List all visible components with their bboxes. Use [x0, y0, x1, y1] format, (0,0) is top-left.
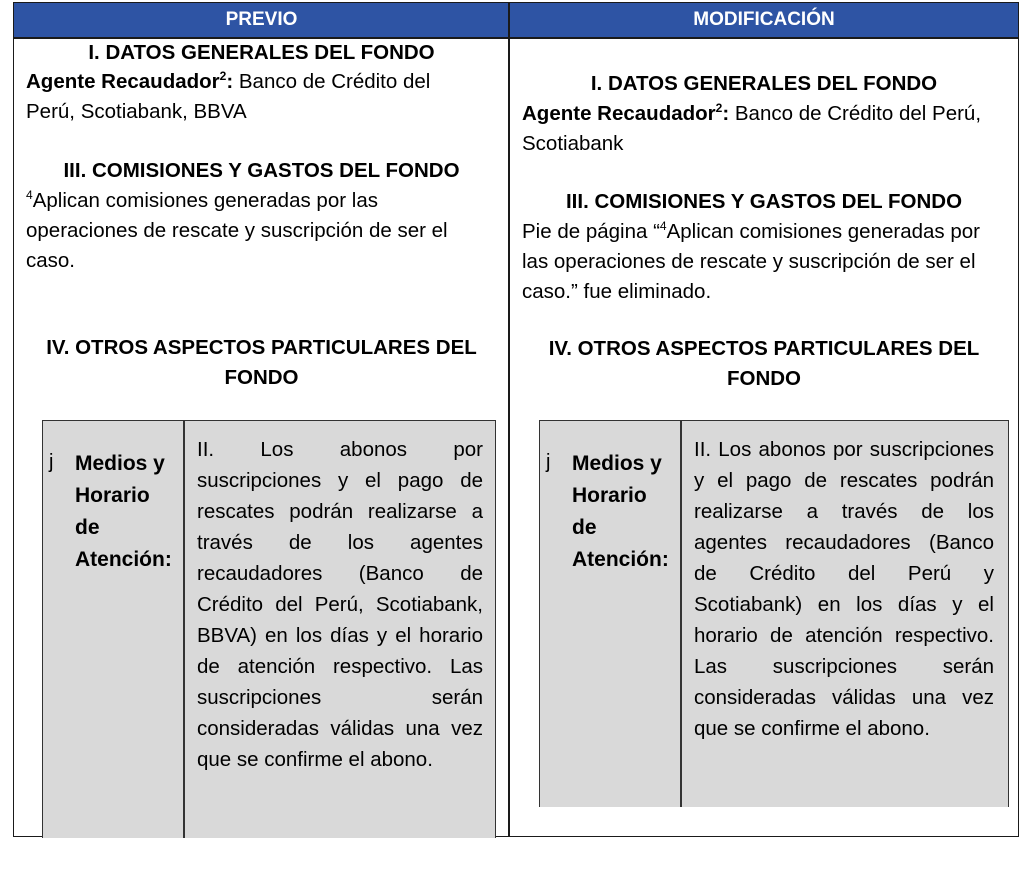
mod-label-l1: Medios y: [572, 452, 662, 475]
mod-agente-value-l2: Scotiabank: [522, 132, 624, 155]
previo-label-l1: Medios y: [75, 452, 165, 475]
mod-footnote-4: 4: [659, 219, 667, 233]
previo-inner-j: j: [49, 451, 54, 473]
previo-agente-colon: :: [226, 70, 234, 93]
mod-section3-text: [522, 217, 1014, 307]
mod-section4-title: [510, 334, 1018, 394]
previo-footnote-4: 4: [26, 188, 33, 202]
mod-s4-title-l1: IV. OTROS ASPECTOS PARTICULARES DEL: [548, 337, 980, 360]
previo-agente-footnote: 2: [219, 69, 227, 83]
mod-s3-line1: Aplican comisiones generadas por: [666, 220, 980, 243]
mod-s3-line3: caso.” fue eliminado.: [522, 280, 712, 303]
previo-inner-divider: [183, 421, 185, 838]
mod-label-l2: Horario: [572, 484, 647, 507]
previo-s3-line1: Aplican comisiones generadas por las: [32, 189, 378, 212]
previo-s4-title-l1: IV. OTROS ASPECTOS PARTICULARES DEL: [46, 336, 477, 359]
mod-section3-title: III. COMISIONES Y GASTOS DEL FONDO: [565, 190, 963, 213]
previo-section1-title: I. DATOS GENERALES DEL FONDO: [88, 41, 435, 64]
previo-label-l4: Atención:: [75, 548, 172, 571]
previo-inner-table: [42, 420, 496, 838]
previo-agente-value: Banco de Crédito del: [233, 70, 431, 93]
comparison-table: [13, 2, 1019, 837]
mod-agente: [522, 99, 1012, 159]
previo-section4-title: [14, 333, 509, 393]
previo-s4-title-l2: FONDO: [224, 366, 299, 389]
mod-s3-prefix: Pie de página “: [522, 220, 660, 243]
previo-agente: [26, 67, 496, 127]
previo-label-l3: de: [75, 516, 100, 539]
mod-agente-footnote: 2: [715, 101, 723, 115]
previo-agente-label: Agente Recaudador: [26, 70, 220, 93]
mod-label-l4: Atención:: [572, 548, 669, 571]
mod-inner-table: [539, 420, 1009, 807]
mod-inner-j: j: [546, 451, 551, 473]
mod-s4-title-l2: FONDO: [726, 367, 802, 390]
previo-s3-line3: caso.: [26, 249, 75, 272]
header-previo: PREVIO: [14, 3, 509, 37]
mod-agente-label: Agente Recaudador: [522, 102, 716, 125]
previo-inner-label: [75, 448, 185, 576]
mod-s3-line2: las operaciones de rescate y suscripción de ser el: [522, 250, 976, 273]
column-divider: [508, 3, 510, 836]
mod-inner-divider: [680, 421, 682, 807]
mod-agente-value: Banco de Crédito del Perú,: [729, 102, 982, 125]
previo-s3-line2: operaciones de rescate y suscripción de ser el: [26, 219, 448, 242]
mod-section1-title: I. DATOS GENERALES DEL FONDO: [590, 72, 938, 95]
previo-agente-value-l2: Perú, Scotiabank, BBVA: [26, 100, 247, 123]
header-modificacion: MODIFICACIÓN: [510, 3, 1018, 37]
mod-inner-body: II. Los abonos por suscripciones y el pago de rescates podrán realizarse a través de los agentes recaudadores (Banco de Crédito del Perú y Scotiabank) en los días y el horario de atención respectivo. Las suscripciones serán consideradas válidas una vez que se confirme el abono.: [694, 438, 994, 740]
mod-inner-label: [572, 448, 682, 576]
mod-agente-colon: :: [722, 102, 730, 125]
mod-label-l3: de: [572, 516, 597, 539]
previo-section3-title: III. COMISIONES Y GASTOS DEL FONDO: [63, 159, 460, 182]
previo-inner-body: II. Los abonos por suscripciones y el pago de rescates podrán realizarse a través de los agentes recaudadores (Banco de Crédito del Perú, Scotiabank, BBVA) en los días y el horario de atención respectivo. Las suscripciones serán consideradas válidas una vez que se confirme el abono.: [197, 438, 483, 771]
previo-section3-text: [26, 186, 501, 276]
previo-label-l2: Horario: [75, 484, 150, 507]
